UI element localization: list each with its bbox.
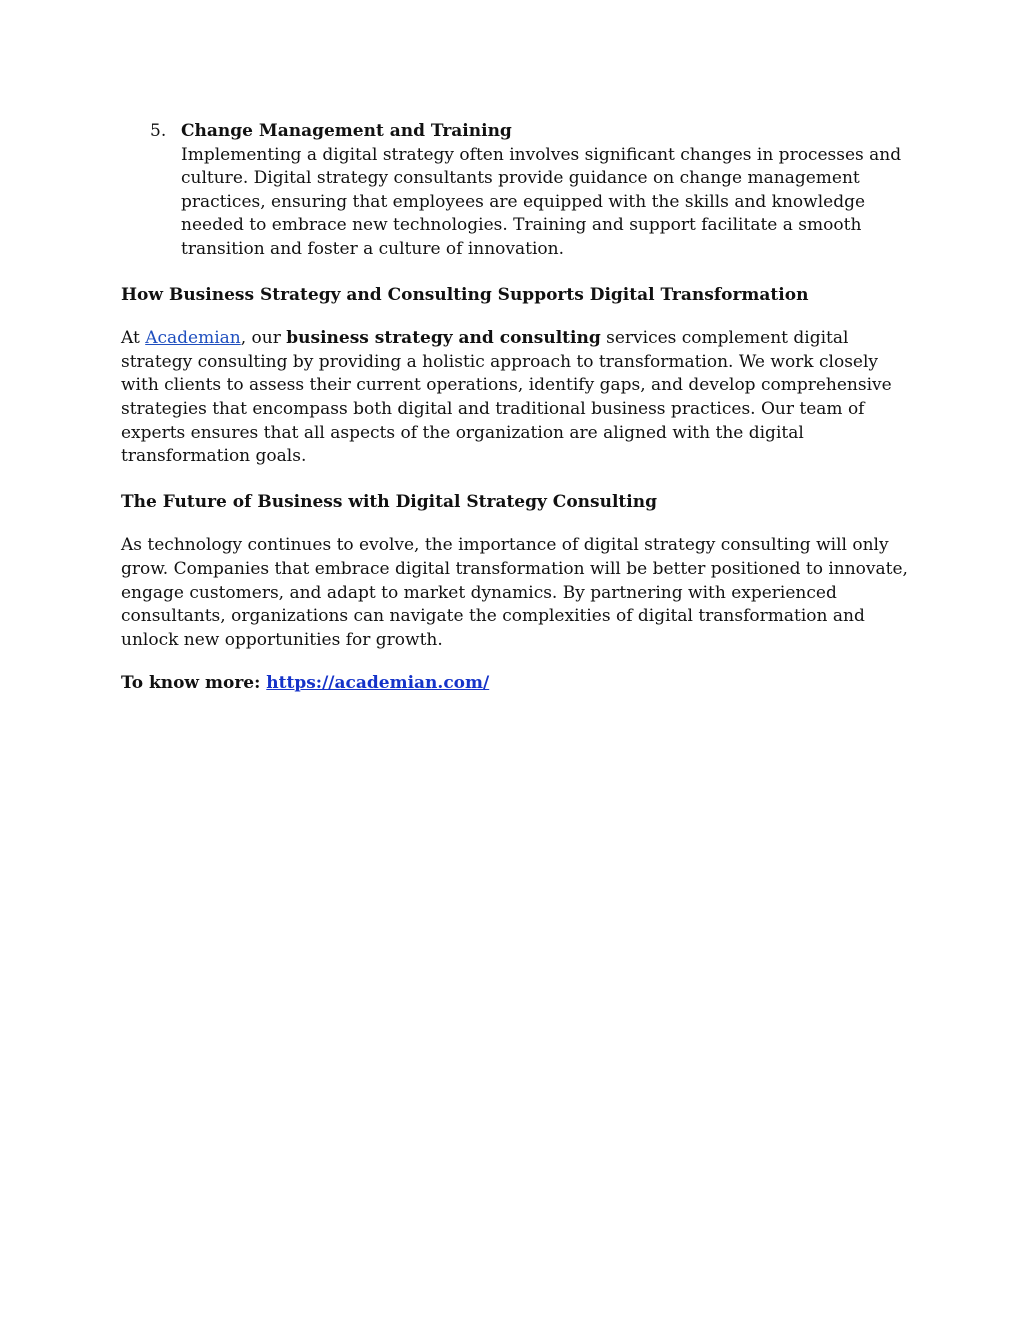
paragraph-intro: At [121, 328, 146, 349]
section-heading-business-strategy: How Business Strategy and Consulting Supports Digital Transformation [121, 284, 809, 305]
list-item-title: Change Management and Training [181, 121, 512, 141]
website-link[interactable]: https://academian.com/ [266, 673, 490, 694]
know-more-label: To know more: [121, 673, 267, 694]
paragraph-mid: , our [240, 328, 287, 349]
business-strategy-paragraph [121, 327, 911, 469]
know-more-line [121, 672, 911, 696]
paragraph-bold-phrase: business strategy and consulting [286, 328, 601, 349]
document-page [121, 120, 911, 696]
list-item-text: Implementing a digital strategy often involves significant changes in processes and culture. Digital strategy consultants provide guidance on change management practices, ensuring that employees are equipped with the skills and knowledge needed to embrace new technologies. Training and support facilitate a smooth transition and foster a culture of innovation. [181, 144, 902, 259]
list-item [121, 120, 911, 262]
future-paragraph: As technology continues to evolve, the importance of digital strategy consulting will only grow. Companies that embrace digital transformation will be better positioned to innovate, engage customers, and adapt to market dynamics. By partnering with experienced consultants, organizations can navigate the complexities of digital transformation and unlock new opportunities for growth. [121, 535, 908, 650]
paragraph-rest: services complement digital strategy consulting by providing a holistic approach to transformation. We work closely with clients to assess their current operations, identify gaps, and develop comprehensive strategies that encompass both digital and traditional business practices. Our team of experts ensures that all aspects of the organization are aligned with the digital transformation goals. [121, 328, 892, 467]
list-item-body [181, 120, 911, 262]
list-number: 5. [150, 121, 167, 141]
section-heading-future: The Future of Business with Digital Strategy Consulting [121, 491, 657, 512]
academian-link[interactable]: Academian [145, 328, 241, 349]
